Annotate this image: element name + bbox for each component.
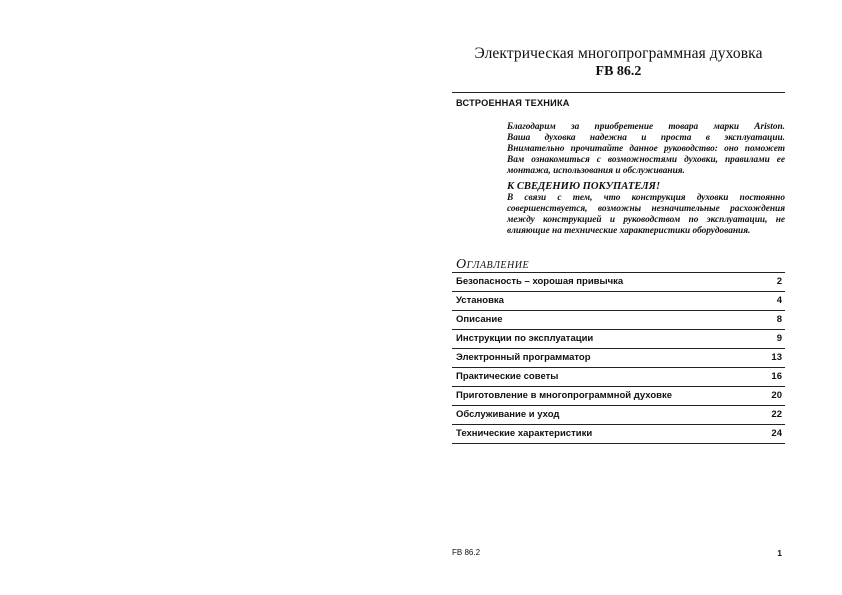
intro-line: Вам ознакомиться с возможностями духовки, правилами ее xyxy=(507,155,785,165)
toc-page-number: 16 xyxy=(771,371,782,382)
intro-line: Ваша духовка надежна и проста в эксплуатации. xyxy=(507,133,785,143)
toc-row-technical-specifications[interactable] xyxy=(452,425,785,444)
toc-label: Обслуживание и уход xyxy=(456,409,560,420)
intro-paragraph xyxy=(507,122,785,177)
toc-label: Безопасность – хорошая привычка xyxy=(456,276,624,287)
toc-label: Установка xyxy=(456,295,504,306)
toc-page-number: 24 xyxy=(771,428,782,439)
notice-line: между конструкцией и руководством по эксплуатации, не xyxy=(507,215,785,225)
header-divider xyxy=(452,92,785,93)
page-number: 1 xyxy=(777,548,782,558)
notice-heading: К СВЕДЕНИЮ ПОКУПАТЕЛЯ! xyxy=(507,181,661,192)
toc-row-cooking[interactable] xyxy=(452,387,785,406)
toc-row-operating-instructions[interactable] xyxy=(452,330,785,349)
toc-page-number: 22 xyxy=(771,409,782,420)
notice-paragraph xyxy=(507,193,785,237)
toc-page-number: 4 xyxy=(776,295,782,306)
toc-row-description[interactable] xyxy=(452,311,785,330)
table-of-contents xyxy=(452,272,785,444)
toc-row-maintenance[interactable] xyxy=(452,406,785,425)
footer-model: FB 86.2 xyxy=(452,548,481,557)
document-model: FB 86.2 xyxy=(595,64,642,79)
toc-label: Технические характеристики xyxy=(456,428,593,439)
toc-label: Электронный программатор xyxy=(456,352,591,363)
toc-page-number: 9 xyxy=(776,333,782,344)
intro-line: монтажа, использования и обслуживания. xyxy=(507,166,685,176)
toc-page-number: 8 xyxy=(776,314,782,325)
toc-row-installation[interactable] xyxy=(452,292,785,311)
notice-line: В связи с тем, что конструкция духовки постоянно xyxy=(507,193,785,203)
document-title: Электрическая многопрограммная духовка xyxy=(474,45,763,62)
section-label: ВСТРОЕННАЯ ТЕХНИКА xyxy=(456,98,570,108)
notice-line: совершенствуется, возможны незначительные расхождения xyxy=(507,204,785,214)
toc-label: Инструкции по эксплуатации xyxy=(456,333,594,344)
toc-label: Приготовление в многопрограммной духовке xyxy=(456,390,673,401)
intro-line: Благодарим за приобретение товара марки Ariston. xyxy=(507,122,785,132)
toc-row-safety[interactable] xyxy=(452,273,785,292)
toc-page-number: 13 xyxy=(771,352,782,363)
toc-row-practical-tips[interactable] xyxy=(452,368,785,387)
toc-label: Описание xyxy=(456,314,503,325)
toc-row-electronic-programmer[interactable] xyxy=(452,349,785,368)
toc-page-number: 2 xyxy=(776,276,782,287)
table-of-contents-heading: Оглавление xyxy=(456,257,530,272)
toc-label: Практические советы xyxy=(456,371,559,382)
intro-line: Внимательно прочитайте данное руководство: оно поможет xyxy=(507,144,785,154)
toc-page-number: 20 xyxy=(771,390,782,401)
notice-line: влияющие на технические характеристики оборудования. xyxy=(507,226,751,236)
